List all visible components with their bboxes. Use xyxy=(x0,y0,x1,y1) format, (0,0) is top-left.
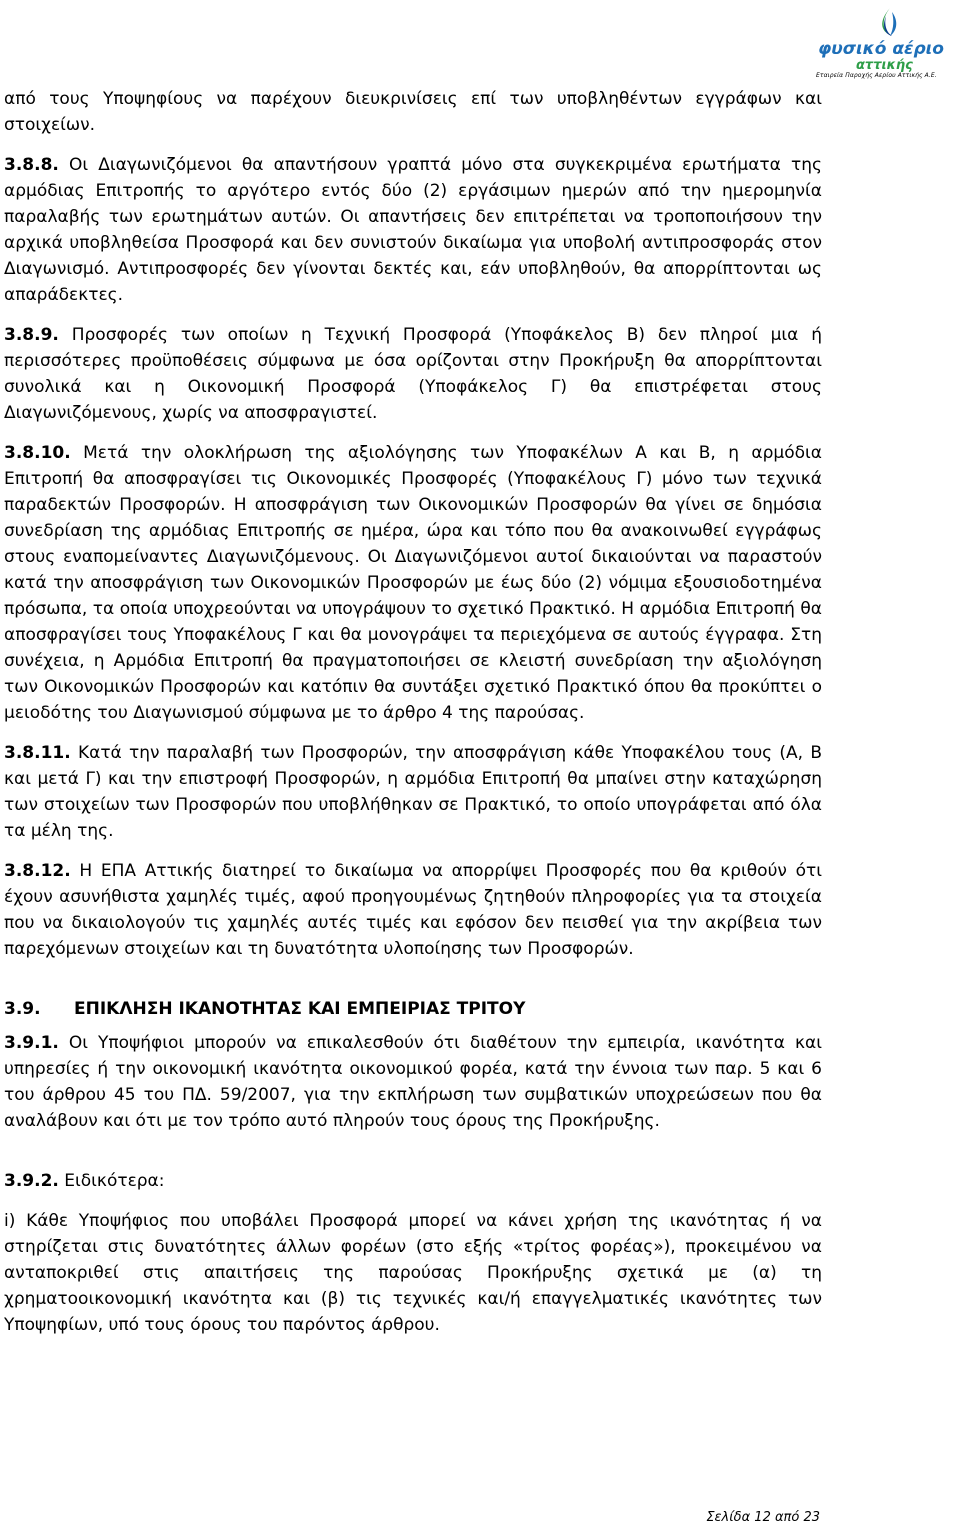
section-number: 3.9.1. xyxy=(4,1033,59,1053)
paragraph-item-i: i) Κάθε Υποψήφιος που υποβάλει Προσφορά μπορεί να κάνει χρήση της ικανότητας ή να στηρίζεται στις δυνατότητες άλλων φορέων (στο εξής «τρίτος φορέας»), προκειμένου να ανταποκριθεί στις απαιτήσεις της παρούσας Προκήρυξης σχετικά με (α) τη χρηματοοικονομική ικανότητα και (β) τις τεχνικές και/ή επαγγελματικές ικανότητες των Υποψηφίων, υπό τους όρους του παρόντος άρθρου. xyxy=(4,1211,822,1335)
section-number: 3.8.8. xyxy=(4,155,59,175)
paragraph-3-8-11 xyxy=(4,740,822,844)
heading-title: ΕΠΙΚΛΗΣΗ ΙΚΑΝΟΤΗΤΑΣ ΚΑΙ ΕΜΠΕΙΡΙΑΣ ΤΡΙΤΟΥ xyxy=(74,999,526,1019)
paragraph-3-9-1 xyxy=(4,1030,822,1134)
document-body xyxy=(4,86,822,1338)
paragraph-3-9-2 xyxy=(4,1168,822,1194)
section-number: 3.8.9. xyxy=(4,325,59,345)
paragraph-text: Ειδικότερα: xyxy=(58,1171,165,1191)
section-number: 3.8.11. xyxy=(4,743,71,763)
section-heading-3-9 xyxy=(4,996,822,1022)
page-number: Σελίδα 12 από 23 xyxy=(706,1510,820,1525)
company-logo xyxy=(812,6,958,86)
paragraph-text: Η ΕΠΑ Αττικής διατηρεί το δικαίωμα να απορρίψει Προσφορές που θα κριθούν ότι έχουν ασυνήθιστα χαμηλές τιμές, αφού προηγουμένως ζητηθούν πληροφορίες για τα στοιχεία που να δικαιολογούν τις χαμηλές αυτές τιμές και εφόσον δεν πεισθεί για την ακρίβεια των παρεχόμενων στοιχείων και τη δυνατότητα υλοποίησης των Προσφορών. xyxy=(4,861,822,959)
flame-icon xyxy=(812,6,958,72)
paragraph-3-8-12 xyxy=(4,858,822,962)
section-number: 3.9.2. xyxy=(4,1171,59,1191)
logo-brand-line1: φυσικό αέριο xyxy=(818,39,944,59)
paragraph-3-8-10 xyxy=(4,440,822,726)
paragraph-text: Προσφορές των οποίων η Τεχνική Προσφορά (Υποφάκελος Β) δεν πληροί μια ή περισσότερες προϋποθέσεις σύμφωνα με όσα ορίζονται στην Προκήρυξη θα απορρίπτονται συνολικά και η Οικονομική Προσφορά (Υποφάκελος Γ) θα επιστρέφεται στους Διαγωνιζόμενους, χωρίς να αποσφραγιστεί. xyxy=(4,325,822,423)
paragraph-text: Οι Διαγωνιζόμενοι θα απαντήσουν γραπτά μόνο στα συγκεκριμένα ερωτήματα της αρμόδιας Επιτροπής το αργότερο εντός δύο (2) εργάσιμων ημερών από την ημερομηνία παραλαβής των ερωτημάτων αυτών. Οι απαντήσεις δεν επιτρέπεται να τροποποιήσουν την αρχικά υποβληθείσα Προσφορά και δεν συνιστούν δικαίωμα για υποβολή αντιπροσφοράς στον Διαγωνισμό. Αντιπροσφορές δεν γίνονται δεκτές και, εάν υποβληθούν, θα απορρίπτονται ως απαράδεκτες. xyxy=(4,155,822,305)
section-number: 3.8.10. xyxy=(4,443,71,463)
logo-tagline: Εταιρεία Παροχής Αερίου Αττικής Α.Ε. xyxy=(816,72,937,79)
paragraph-3-8-9 xyxy=(4,322,822,426)
paragraph-text: Οι Υποψήφιοι μπορούν να επικαλεσθούν ότι διαθέτουν την εμπειρία, ικανότητα και υπηρεσίες ή την οικονομική ικανότητα οικονομικού φορέα, κατά την έννοια των παρ. 5 και 6 του άρθρου 45 του ΠΔ. 59/2007, για την εκπλήρωση των συμβατικών υποχρεώσεων που θα αναλάβουν και ότι με τον τρόπο αυτό πληρούν τους όρους της Προκήρυξης. xyxy=(4,1033,822,1131)
heading-number: 3.9. xyxy=(4,999,41,1019)
logo-brand-line2: αττικής xyxy=(856,58,913,72)
paragraph-3-8-8 xyxy=(4,152,822,308)
paragraph-text: Κατά την παραλαβή των Προσφορών, την αποσφράγιση κάθε Υποφακέλου τους (Α, Β και μετά Γ) και την επιστροφή Προσφορών, η αρμόδια Επιτροπή θα μπαίνει στην καταχώρηση των στοιχείων των Προσφορών που υποβλήθηκαν σε Πρακτικό, το οποίο υπογράφεται από όλα τα μέλη της. xyxy=(4,743,822,841)
paragraph-text: Μετά την ολοκλήρωση της αξιολόγησης των Υποφακέλων Α και Β, η αρμόδια Επιτροπή θα αποσφραγίσει τις Οικονομικές Προσφορές (Υποφακέλους Γ) μόνο των τεχνικά παραδεκτών Προσφορών. Η αποσφράγιση των Οικονομικών Προσφορών θα γίνει σε δημόσια συνεδρίαση της αρμόδιας Επιτροπής σε ημέρα, ώρα και τόπο που θα ανακοινωθεί εγγράφως στους εναπομείναντες Διαγωνιζόμενους. Οι Διαγωνιζόμενοι αυτοί δικαιούνται να παραστούν κατά την αποσφράγιση των Οικονομικών Προσφορών με έως δύο (2) νόμιμα εξουσιοδοτημένα πρόσωπα, τα οποία υποχρεούνται να υπογράψουν το σχετικό Πρακτικό. Η αρμόδια Επιτροπή θα αποσφραγίσει τους Υποφακέλους Γ και θα μονογράψει τα περιεχόμενα σε αυτούς έγγραφα. Στη συνέχεια, η Αρμόδια Επιτροπή θα πραγματοποιήσει σε κλειστή συνεδρίαση την αξιολόγηση των Οικονομικών Προσφορών και κατόπιν θα συντάξει σχετικό Πρακτικό όπου θα προκύπτει ο μειοδότης του Διαγωνισμού σύμφωνα με το άρθρο 4 της παρούσας. xyxy=(4,443,822,723)
section-number: 3.8.12. xyxy=(4,861,71,881)
paragraph-intro: από τους Υποψηφίους να παρέχουν διευκρινίσεις επί των υποβληθέντων εγγράφων και στοιχείων. xyxy=(4,89,822,135)
